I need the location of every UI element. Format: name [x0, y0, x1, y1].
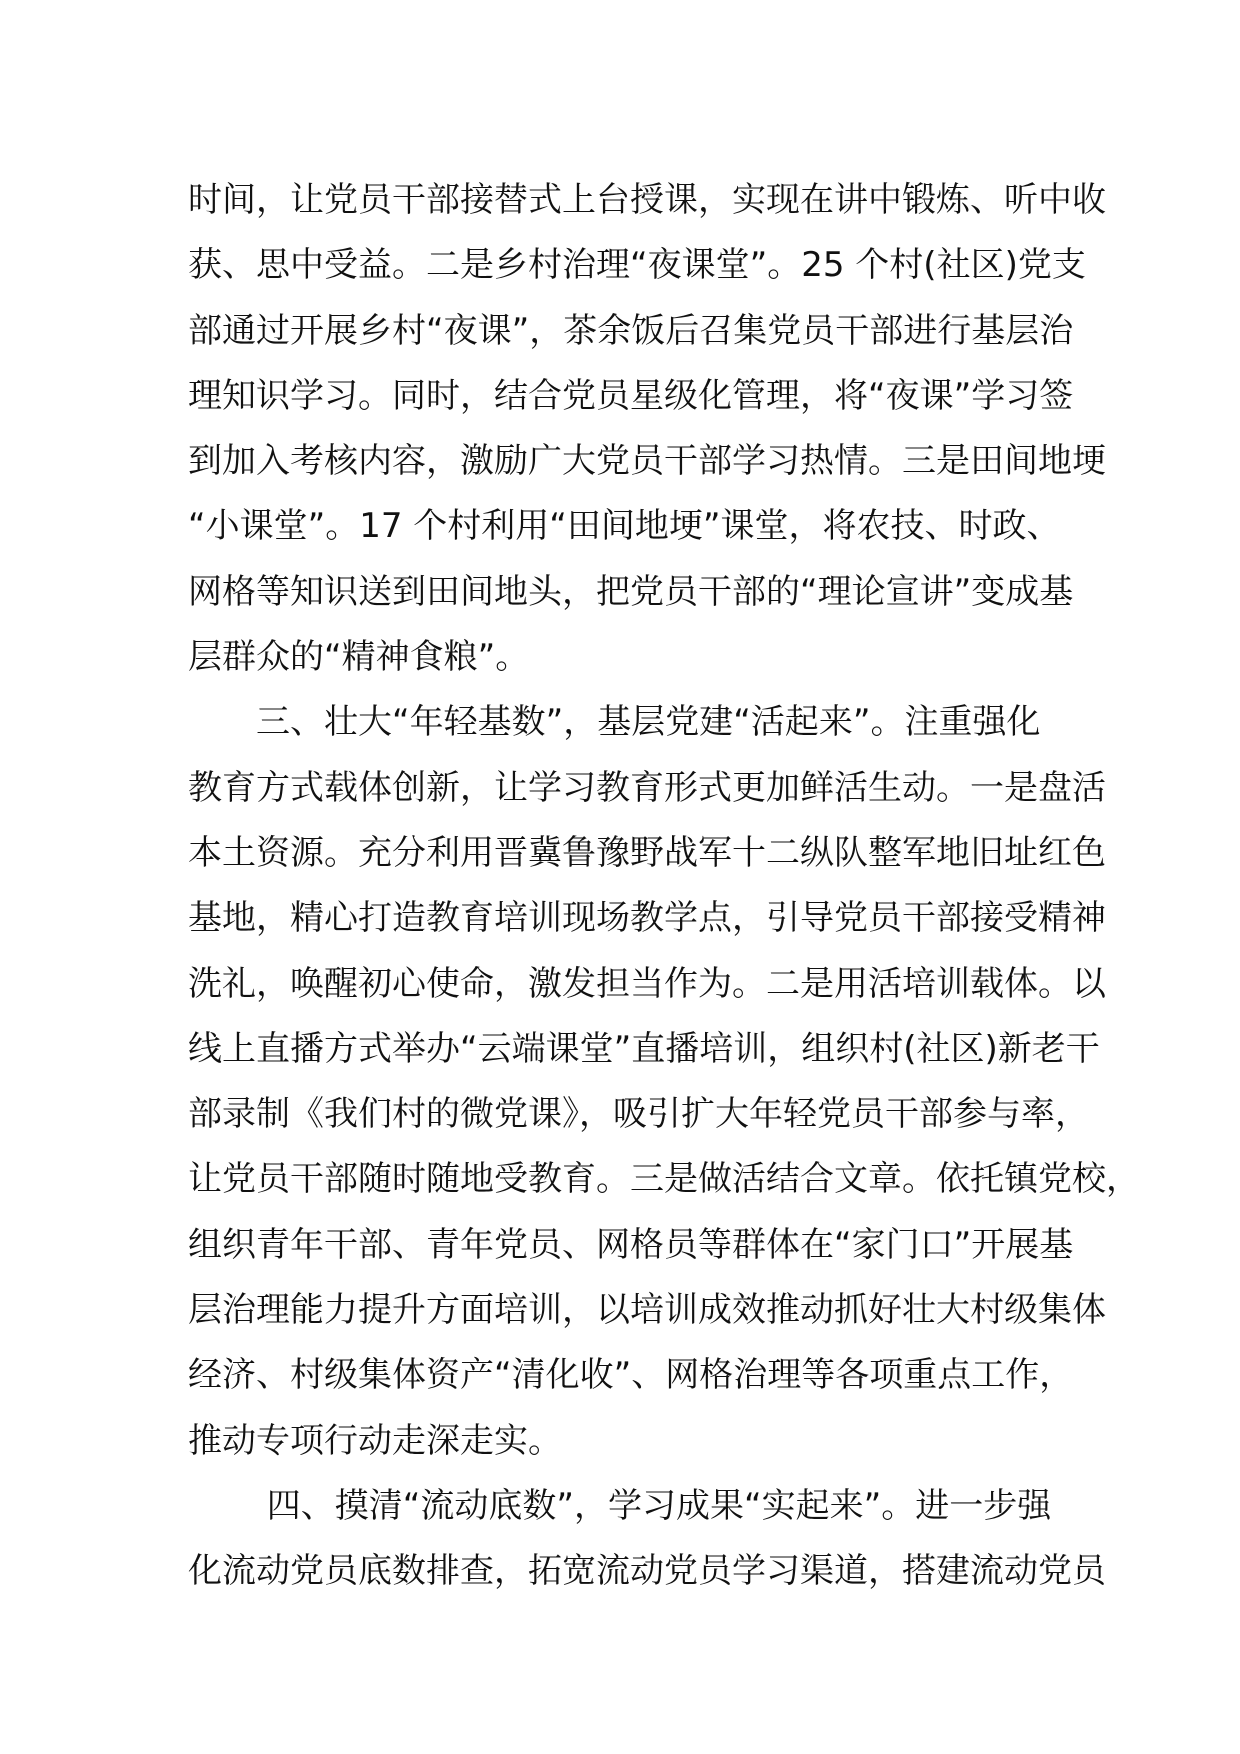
text-line: 经济、村级集体资产“清化收”、网格治理等各项重点工作， — [188, 1355, 1074, 1396]
text-line: 洗礼，唤醒初心使命，激发担当作为。二是用活培训载体。以 — [188, 963, 1106, 1004]
text-line: 基地，精心打造教育培训现场教学点，引导党员干部接受精神 — [188, 898, 1106, 939]
text-line: 三、壮大“年轻基数”，基层党建“活起来”。注重强化 — [188, 702, 1041, 743]
text-line: 线上直播方式举办“云端课堂”直播培训，组织村(社区)新老干 — [188, 1028, 1100, 1069]
text-line: 理知识学习。同时，结合党员星级化管理，将“夜课”学习签 — [188, 375, 1074, 416]
text-line: 层治理能力提升方面培训，以培训成效推动抓好壮大村级集体 — [188, 1290, 1106, 1331]
body-text — [188, 168, 1140, 1605]
text-line: 让党员干部随时随地受教育。三是做活结合文章。依托镇党校， — [188, 1159, 1140, 1200]
text-line: 化流动党员底数排查，拓宽流动党员学习渠道，搭建流动党员 — [188, 1551, 1106, 1592]
text-line: 本土资源。充分利用晋冀鲁豫野战军十二纵队整军地旧址红色 — [188, 832, 1106, 873]
text-line: 四、摸清“流动底数”，学习成果“实起来”。进一步强 — [188, 1485, 1052, 1526]
text-line: 推动专项行动走深走实。 — [188, 1420, 562, 1461]
text-line: 时间，让党员干部接替式上台授课，实现在讲中锻炼、听中收 — [188, 180, 1106, 220]
text-line: 到加入考核内容，激励广大党员干部学习热情。三是田间地埂 — [188, 441, 1106, 482]
text-line: 部通过开展乡村“夜课”，茶余饭后召集党员干部进行基层治 — [188, 310, 1074, 351]
text-line: 获、思中受益。二是乡村治理“夜课堂”。25 个村(社区)党支 — [188, 245, 1086, 286]
text-line: 部录制《我们村的微党课》，吸引扩大年轻党员干部参与率， — [188, 1094, 1089, 1135]
text-line: 教育方式载体创新，让学习教育形式更加鲜活生动。一是盘活 — [188, 767, 1106, 808]
text-line: 组织青年干部、青年党员、网格员等群体在“家门口”开展基 — [188, 1224, 1074, 1265]
text-line: 网格等知识送到田间地头，把党员干部的“理论宣讲”变成基 — [188, 571, 1074, 612]
text-line: 层群众的“精神食粮”。 — [188, 637, 530, 678]
text-line: “小课堂”。17 个村利用“田间地埂”课堂，将农技、时政、 — [188, 506, 1061, 547]
